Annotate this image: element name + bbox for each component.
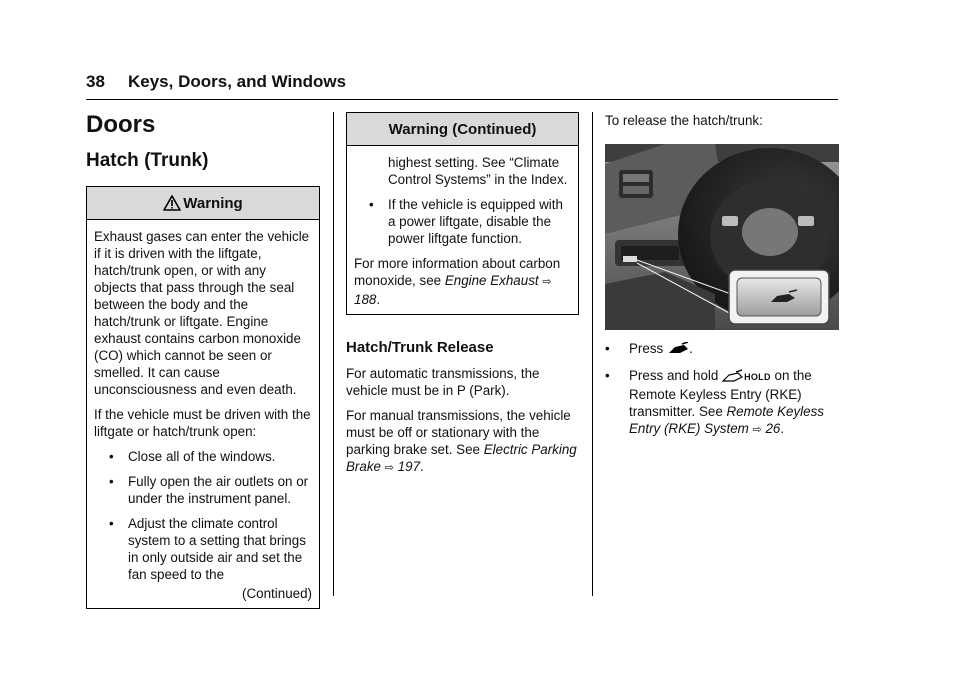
column-3 bbox=[605, 112, 839, 129]
page-reference: 197 bbox=[397, 459, 421, 474]
list-item: • If the vehicle is equipped with a power liftgate, disable the power liftgate function. bbox=[369, 197, 563, 246]
warning-continued-box bbox=[346, 112, 579, 315]
warning-body bbox=[87, 220, 319, 608]
dashboard-photo bbox=[605, 144, 839, 330]
key-fob-hold-icon bbox=[722, 369, 744, 383]
subsection-title: Hatch/Trunk Release bbox=[346, 339, 494, 356]
body-paragraph: For manual transmissions, the vehicle must be off or stationary with the parking brake set. See Electric Parking Brake ⇨ 197. bbox=[346, 408, 577, 474]
warning-body bbox=[347, 146, 578, 314]
warning-header: Warning (Continued) bbox=[347, 113, 578, 146]
column-divider bbox=[333, 112, 334, 596]
page-reference: 188 bbox=[354, 292, 377, 307]
list-item: • Adjust the climate control system to a setting that brings in only outside air and set the fan speed to the bbox=[109, 516, 306, 582]
subsection-title: Hatch (Trunk) bbox=[86, 150, 209, 171]
list-item: • Press . bbox=[605, 341, 693, 356]
page-ref-arrow-icon: ⇨ bbox=[384, 462, 394, 474]
continued-label: (Continued) bbox=[242, 586, 312, 601]
release-steps bbox=[605, 340, 839, 439]
page-reference: 26 bbox=[765, 421, 781, 436]
more-info-paragraph: For more information about carbon monoxide, see Engine Exhaust ⇨ 188. bbox=[354, 256, 561, 307]
warning-paragraph: Exhaust gases can enter the vehicle if it is driven with the liftgate, hatch/trunk open, or with any objects that pass through the seal between the body and the hatch/trunk or liftgate. Engine exhaust contains carbon monoxide (CO) which cannot be seen or smelled. It can cause unconsciousness and even death. bbox=[94, 229, 310, 397]
list-item: • Press and hold HOLD on the Remote Keyless Entry (RKE) transmitter. See Remote Keyless Entry (RKE) System ⇨ 26. bbox=[605, 368, 824, 436]
list-item: • Fully open the air outlets on or under the instrument panel. bbox=[109, 474, 309, 506]
warning-paragraph: If the vehicle must be driven with the liftgate or hatch/trunk open: bbox=[94, 407, 311, 439]
list-item: • Close all of the windows. bbox=[109, 449, 276, 464]
body-paragraph: For automatic transmissions, the vehicle must be in P (Park). bbox=[346, 366, 540, 398]
warning-title: Warning bbox=[183, 195, 243, 212]
page-ref-arrow-icon: ⇨ bbox=[752, 424, 762, 436]
hold-label: HOLD bbox=[744, 372, 771, 382]
hatch-release-icon bbox=[667, 342, 689, 356]
column-2 bbox=[346, 112, 579, 477]
chapter-title: Keys, Doors, and Windows bbox=[128, 72, 347, 91]
warning-continuation: highest setting. See “Climate Control Systems” in the Index. bbox=[388, 155, 568, 187]
hatch-release-button-illustration bbox=[605, 144, 839, 330]
cross-reference: Engine Exhaust bbox=[444, 273, 539, 288]
page-ref-arrow-icon: ⇨ bbox=[542, 276, 552, 288]
cross-reference: Remote Keyless Entry (RKE) System bbox=[629, 404, 824, 436]
page-number: 38 bbox=[86, 72, 105, 91]
section-title: Doors bbox=[86, 111, 156, 138]
cross-reference: Electric Parking Brake bbox=[346, 442, 577, 474]
warning-box bbox=[86, 186, 320, 609]
warning-header bbox=[87, 187, 319, 220]
column-1 bbox=[86, 112, 320, 609]
column-divider bbox=[592, 112, 593, 596]
running-header bbox=[86, 70, 838, 100]
warning-triangle-icon bbox=[163, 195, 181, 211]
body-paragraph: To release the hatch/trunk: bbox=[605, 113, 763, 128]
